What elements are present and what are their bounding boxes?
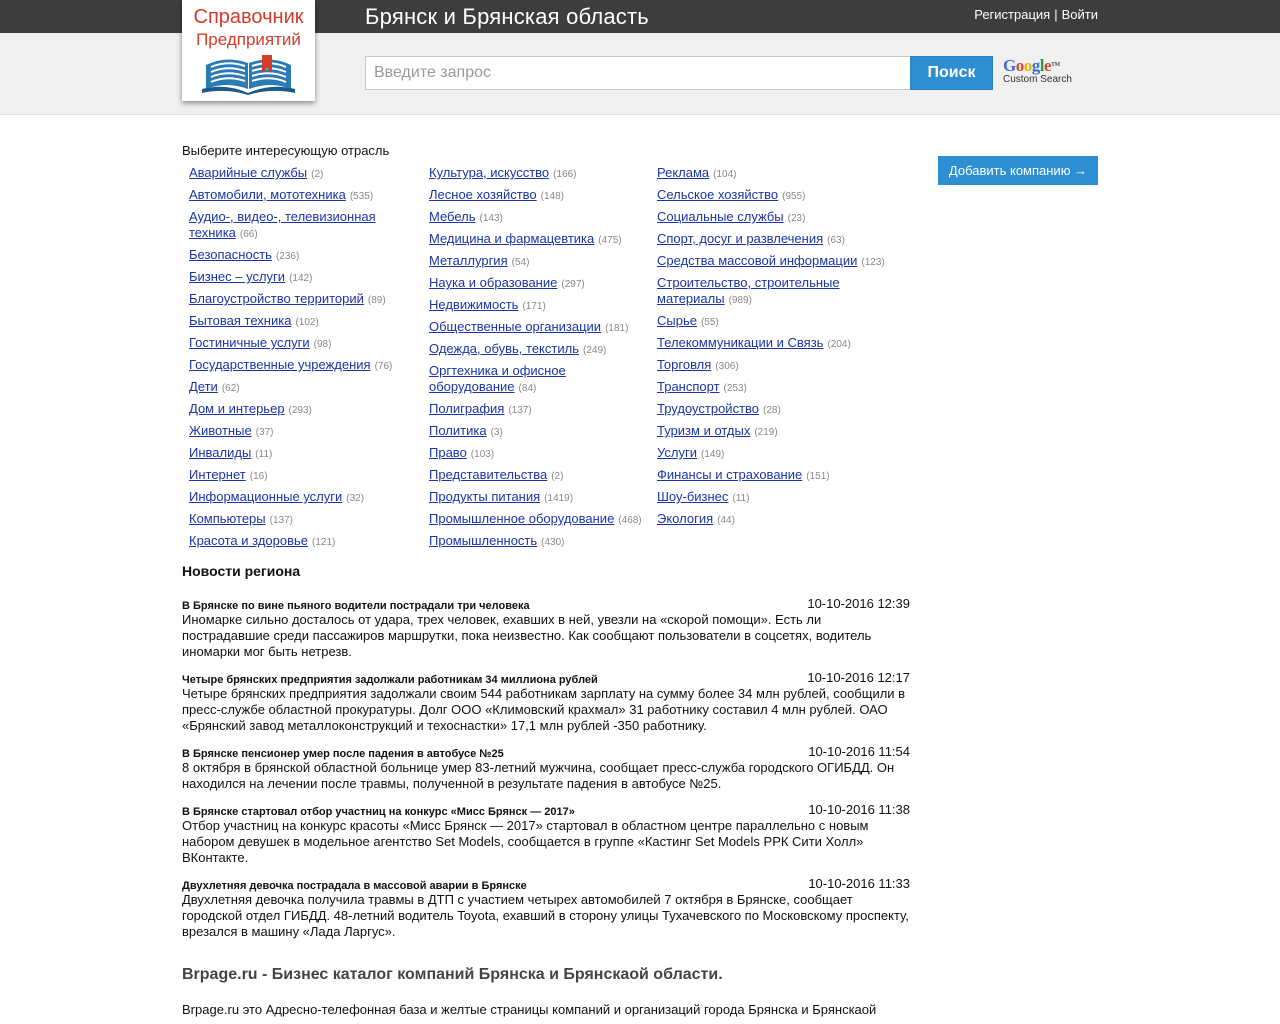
category-count: (253) (723, 383, 747, 394)
categories-intro: Выберите интересующую отрасль (182, 143, 390, 158)
category-link[interactable]: Политика (429, 423, 487, 438)
category-count: (103) (470, 449, 495, 460)
category-item (657, 253, 892, 271)
category-link[interactable]: Благоустройство территорий (189, 291, 364, 306)
news-item-date: 10-10-2016 11:33 (808, 876, 910, 891)
google-logo: Google™ (1003, 56, 1060, 75)
category-item (189, 313, 409, 331)
category-item (189, 467, 409, 485)
category-link[interactable]: Медицина и фармацевтика (429, 231, 595, 246)
category-count: (143) (479, 213, 503, 224)
news-item-text: Четыре брянских предприятия задолжали своим 544 работникам зарплату на сумму более 34 млн рублей, сообщили в пресс-службе областной прокуратуры. Долг ООО «Климовский крахмал» 31 работнику составил 4 млн рублей. ОАО «Брянский завод металлоконструкций и техоснастки» 17,1 млн рублей -350 работнику. (182, 686, 906, 733)
category-item (189, 269, 409, 287)
category-count: (306) (715, 361, 739, 372)
category-item (189, 357, 409, 375)
category-item (189, 401, 409, 419)
category-link[interactable]: Сырье (657, 313, 697, 328)
category-link[interactable]: Животные (189, 423, 252, 438)
news-item-text: 8 октября в брянской областной больнице умер 83-летний мужчина, сообщает пресс-служба городского ОГИБДД. Он находился на лечении после травмы, полученной в результате падения в автобусе №25. (182, 760, 895, 791)
category-item (429, 533, 649, 551)
login-link[interactable]: Войти (1061, 7, 1098, 22)
category-item (189, 445, 409, 463)
category-count: (137) (508, 405, 532, 416)
news-item-title[interactable]: В Брянске пенсионер умер после падения в автобусе №25 (182, 748, 504, 760)
category-link[interactable]: Экология (657, 511, 714, 526)
about-text: Brpage.ru это Адресно-телефонная база и желтые страницы компаний и организаций города Брянска и Брянскаой (182, 1002, 877, 1017)
category-item (189, 533, 409, 551)
category-count: (121) (312, 537, 336, 548)
category-count: (142) (289, 273, 313, 284)
category-link[interactable]: Государственные учреждения (189, 357, 371, 372)
category-item (429, 363, 649, 397)
logo-line1: Справочник (193, 6, 304, 28)
category-item (657, 379, 892, 397)
category-link[interactable]: Гостиничные услуги (189, 335, 310, 350)
category-count: (66) (239, 229, 258, 240)
category-link[interactable]: Сельское хозяйство (657, 187, 779, 202)
google-custom-search-badge (1003, 57, 1073, 87)
category-item (429, 467, 649, 485)
news-item-date: 10-10-2016 12:17 (807, 670, 910, 685)
category-link[interactable]: Полиграфия (429, 401, 505, 416)
category-item (429, 423, 649, 441)
category-link[interactable]: Реклама (657, 165, 710, 180)
news-item-date: 10-10-2016 11:38 (808, 802, 910, 817)
news-item (182, 670, 910, 734)
category-count: (84) (518, 383, 537, 394)
news-item-title[interactable]: Двухлетняя девочка пострадала в массовой аварии в Брянске (182, 880, 527, 892)
category-item (657, 313, 892, 331)
category-link[interactable]: Дети (189, 379, 218, 394)
auth-links (974, 0, 1098, 30)
category-link[interactable]: Оргтехника и офисное оборудование (429, 363, 566, 394)
category-link[interactable]: Бизнес – услуги (189, 269, 286, 284)
category-item (189, 165, 409, 183)
category-link[interactable]: Шоу-бизнес (657, 489, 729, 504)
category-item (189, 187, 409, 205)
news-item (182, 596, 910, 660)
category-link[interactable]: Аудио-, видео-, телевизионная техника (189, 209, 376, 240)
category-link[interactable]: Безопасность (189, 247, 272, 262)
category-link[interactable]: Строительство, строительные материалы (657, 275, 840, 306)
category-item (429, 275, 649, 293)
category-link[interactable]: Интернет (189, 467, 246, 482)
category-link[interactable]: Продукты питания (429, 489, 541, 504)
category-link[interactable]: Информационные услуги (189, 489, 343, 504)
site-logo[interactable] (182, 0, 315, 101)
category-link[interactable]: Туризм и отдых (657, 423, 751, 438)
category-count: (2) (551, 471, 564, 482)
category-link[interactable]: Наука и образование (429, 275, 558, 290)
category-count: (32) (346, 493, 365, 504)
category-column-1 (189, 165, 409, 555)
category-count: (37) (255, 427, 274, 438)
category-link[interactable]: Автомобили, мототехника (189, 187, 346, 202)
category-count: (181) (605, 323, 629, 334)
category-item (657, 231, 892, 249)
category-link[interactable]: Бытовая техника (189, 313, 292, 328)
category-count: (63) (827, 235, 845, 246)
category-link[interactable]: Телекоммуникации и Связь (657, 335, 824, 350)
category-count: (475) (598, 235, 622, 246)
category-count: (104) (713, 169, 737, 180)
category-count: (149) (700, 449, 725, 460)
category-count: (468) (618, 515, 642, 526)
category-item (657, 423, 892, 441)
category-item (657, 335, 892, 353)
category-item (657, 445, 892, 463)
category-item (189, 511, 409, 529)
auth-separator: | (1054, 7, 1058, 22)
category-count: (989) (728, 295, 752, 306)
news-item-date: 10-10-2016 11:54 (808, 744, 910, 759)
category-item (189, 209, 409, 243)
category-link[interactable]: Промышленность (429, 533, 538, 548)
search-form (365, 56, 993, 90)
category-item (189, 423, 409, 441)
category-link[interactable]: Торговля (657, 357, 712, 372)
category-count: (16) (249, 471, 268, 482)
category-count: (249) (582, 345, 607, 356)
category-link[interactable]: Представительства (429, 467, 548, 482)
news-item-title[interactable]: В Брянске стартовал отбор участниц на конкурс «Мисс Брянск — 2017» (182, 806, 575, 818)
category-item (429, 401, 649, 419)
category-column-2 (429, 165, 649, 555)
category-item (657, 511, 892, 529)
category-item (429, 341, 649, 359)
news-item-title[interactable]: В Брянске по вине пьяного водители пострадали три человека (182, 600, 530, 612)
category-count: (102) (295, 317, 319, 328)
search-button[interactable]: Поиск (910, 56, 993, 90)
category-count: (44) (717, 515, 735, 526)
category-count: (430) (541, 537, 565, 548)
category-link[interactable]: Промышленное оборудование (429, 511, 615, 526)
news-item (182, 876, 910, 940)
category-count: (204) (827, 339, 851, 350)
add-company-button[interactable]: Добавить компанию → (938, 156, 1098, 185)
category-link[interactable]: Социальные службы (657, 209, 784, 224)
category-count: (3) (490, 427, 503, 438)
category-count: (171) (522, 301, 546, 312)
register-link[interactable]: Регистрация (974, 7, 1051, 22)
category-item (657, 401, 892, 419)
category-count: (23) (787, 213, 806, 224)
category-item (429, 231, 649, 249)
category-item (657, 357, 892, 375)
category-item (657, 165, 892, 183)
news-head (182, 802, 910, 818)
category-count: (123) (861, 257, 885, 268)
news-item (182, 802, 910, 866)
category-link[interactable]: Услуги (657, 445, 697, 460)
category-count: (151) (806, 471, 830, 482)
region-title: Брянск и Брянская область (365, 4, 649, 29)
category-item (189, 379, 409, 397)
news-head (182, 744, 910, 760)
category-item (429, 445, 649, 463)
news-head (182, 876, 910, 892)
category-link[interactable]: Металлургия (429, 253, 508, 268)
category-link[interactable]: Финансы и страхование (657, 467, 803, 482)
category-count: (11) (732, 493, 750, 504)
news-section-title: Новости региона (182, 563, 301, 579)
news-item-text: Двухлетняя девочка получила травмы в ДТП с участием четырех автомобилей 7 октября в Брянске, сообщает городской отдел ГИБДД. 48-летний водитель Toyota, ехавший в сторону улицы Тухачевского по Московскому проспекту, врезался в машину «Лада Ларгус». (182, 892, 909, 939)
category-item (657, 275, 892, 309)
category-item (429, 511, 649, 529)
category-item (657, 187, 892, 205)
category-count: (76) (374, 361, 393, 372)
open-book-icon (200, 53, 297, 95)
category-link[interactable]: Трудоустройство (657, 401, 760, 416)
category-item (429, 209, 649, 227)
news-item-title[interactable]: Четыре брянских предприятия задолжали работникам 34 миллиона рублей (182, 674, 598, 686)
category-count: (236) (275, 251, 300, 262)
category-item (657, 489, 892, 507)
category-count: (98) (313, 339, 332, 350)
news-item-text: Отбор участниц на конкурс красоты «Мисс Брянск — 2017» стартовал в областном центре параллельно с новым набором девушек в модельное агентство Set Models, сообщается в группе «Кастинг Set Models РРК Сити Холл» ВКонтакте. (182, 818, 869, 865)
category-item (189, 335, 409, 353)
category-link[interactable]: Недвижимость (429, 297, 519, 312)
category-item (189, 247, 409, 265)
category-count: (55) (700, 317, 719, 328)
category-count: (166) (553, 169, 577, 180)
category-link[interactable]: Культура, искусство (429, 165, 550, 180)
category-count: (89) (367, 295, 386, 306)
category-link[interactable]: Одежда, обувь, текстиль (429, 341, 579, 356)
category-link[interactable]: Инвалиды (189, 445, 252, 460)
category-count: (2) (311, 169, 324, 180)
category-link[interactable]: Спорт, досуг и развлечения (657, 231, 824, 246)
category-link[interactable]: Мебель (429, 209, 476, 224)
category-link[interactable]: Средства массовой информации (657, 253, 858, 268)
category-count: (11) (255, 449, 273, 460)
category-count: (955) (782, 191, 806, 202)
category-column-3 (657, 165, 892, 533)
category-count: (219) (754, 427, 778, 438)
logo-line2: Предприятий (196, 30, 301, 49)
category-link[interactable]: Дом и интерьер (189, 401, 285, 416)
category-item (429, 253, 649, 271)
category-count: (293) (288, 405, 312, 416)
category-count: (148) (540, 191, 565, 202)
category-count: (535) (349, 191, 374, 202)
news-item-text: Иномарке сильно досталось от удара, трех человек, ехавших в ней, увезли на «скорой помощи». Есть ли пострадавшие среди пассажиров маршрутки, пока неизвестно. Как сообщают пользователи в соцсетях, водитель иномарки мог быть нетрезв. (182, 612, 872, 659)
category-count: (62) (221, 383, 240, 394)
category-count: (28) (763, 405, 781, 416)
news-list (182, 596, 910, 950)
category-link[interactable]: Аварийные службы (189, 165, 308, 180)
about-title: Brpage.ru - Бизнес каталог компаний Брянска и Брянскаой области. (182, 966, 723, 983)
category-count: (1419) (544, 493, 574, 504)
category-link[interactable]: Общественные организации (429, 319, 602, 334)
category-item (429, 165, 649, 183)
news-item (182, 744, 910, 792)
category-link[interactable]: Право (429, 445, 467, 460)
category-item (657, 467, 892, 485)
news-head (182, 596, 910, 612)
category-count: (54) (511, 257, 530, 268)
category-item (429, 319, 649, 337)
category-item (429, 187, 649, 205)
category-count: (137) (269, 515, 293, 526)
category-link[interactable]: Компьютеры (189, 511, 266, 526)
category-count: (297) (561, 279, 585, 290)
search-input[interactable] (365, 56, 911, 90)
category-link[interactable]: Транспорт (657, 379, 720, 394)
category-item (429, 489, 649, 507)
category-item (429, 297, 649, 315)
category-item (657, 209, 892, 227)
category-item (189, 291, 409, 309)
category-link[interactable]: Красота и здоровье (189, 533, 309, 548)
custom-search-label: Custom Search (1003, 74, 1072, 85)
news-item-date: 10-10-2016 12:39 (807, 596, 910, 611)
news-head (182, 670, 910, 686)
category-link[interactable]: Лесное хозяйство (429, 187, 537, 202)
category-item (189, 489, 409, 507)
